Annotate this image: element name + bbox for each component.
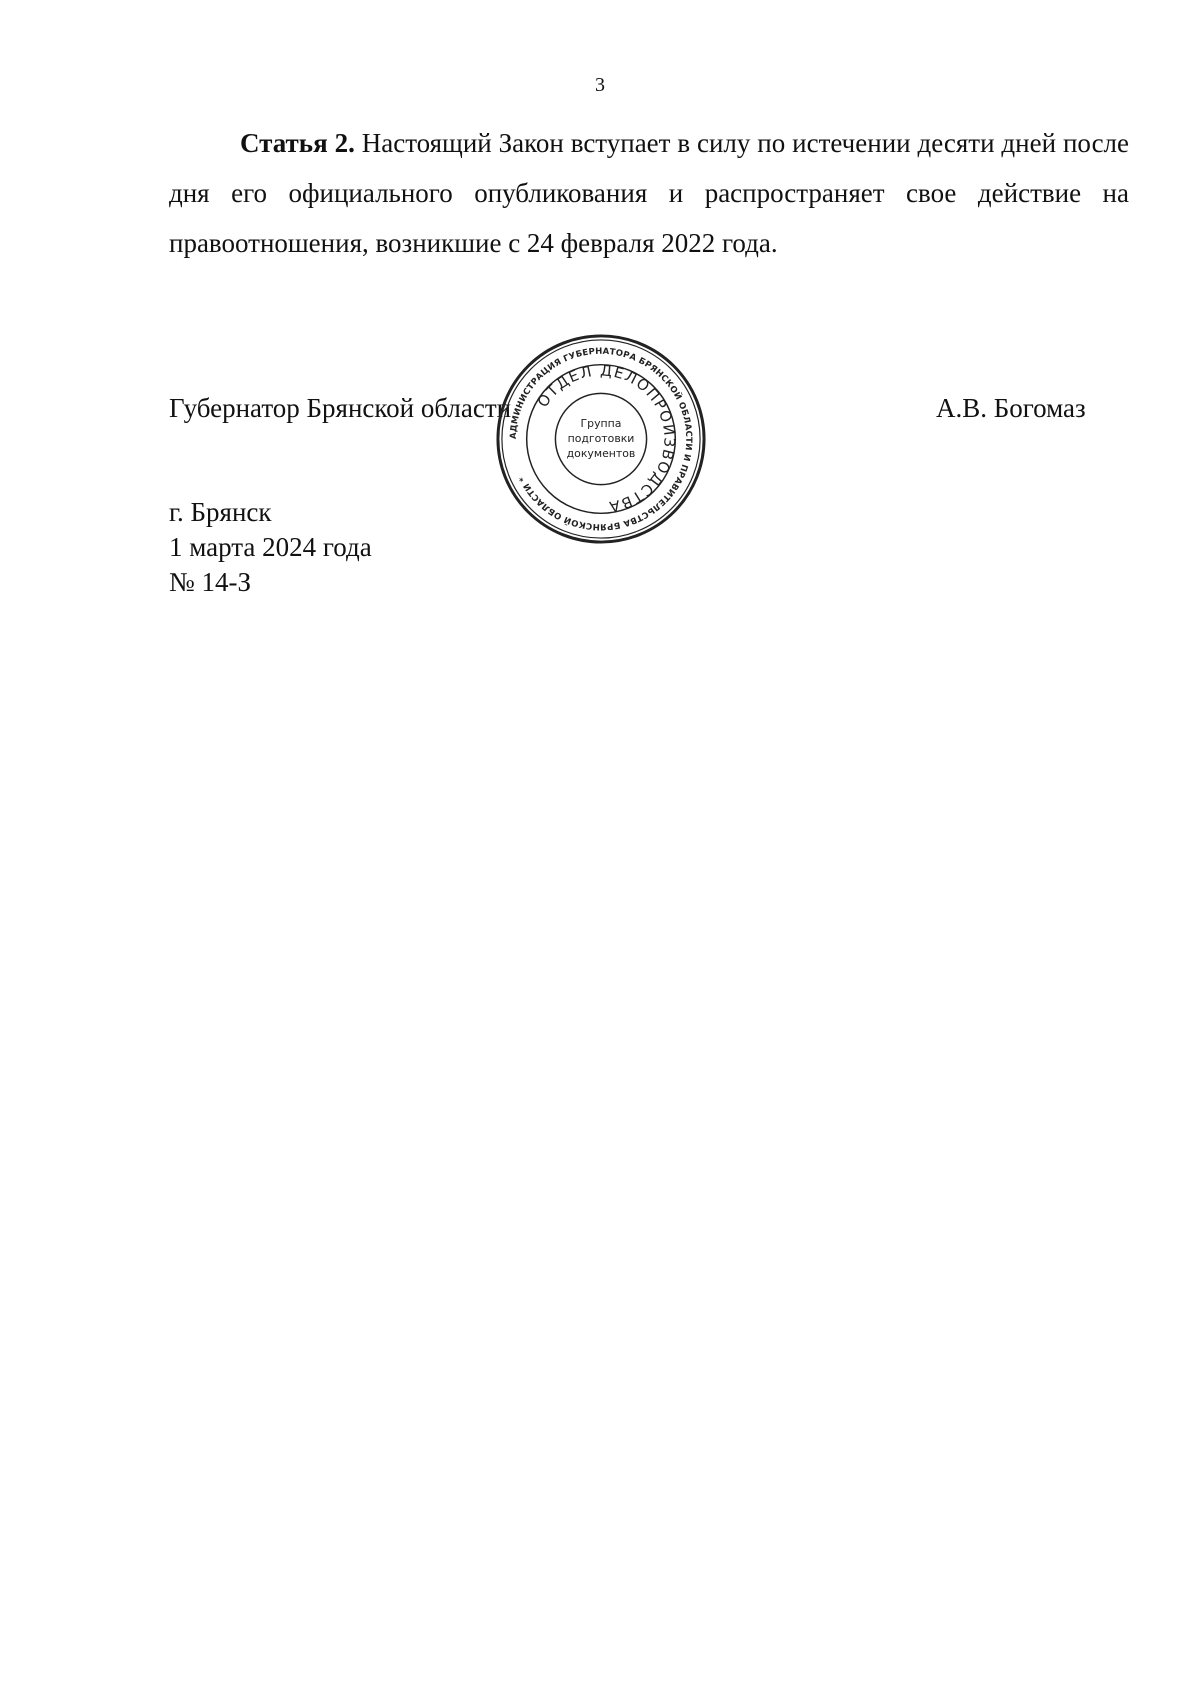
law-number: № 14-З (169, 567, 252, 597)
article-2 (169, 118, 1129, 268)
stamp-center-line-1: Группа (580, 417, 622, 431)
signatory-name: А.В. Богомаз (936, 393, 1086, 423)
page-number: 3 (595, 74, 605, 96)
place-date-number-block (169, 495, 372, 600)
stamp-center-line-2: подготовки (567, 431, 635, 445)
stamp-middle-text: ОТДЕЛ ДЕЛОПРОИЗВОДСТВА (533, 361, 679, 517)
article-text: Настоящий Закон вступает в силу по истечении десяти дней после дня его официального опубликования и распространяет свое действие на правоотношения, возникшие с 24 февраля 2022 года. (169, 128, 1130, 258)
stamp-center-line-3: документов (566, 446, 636, 460)
article-label: Статья 2. (240, 128, 355, 158)
stamp-outer-text: АДМИНИСТРАЦИЯ ГУБЕРНАТОРА БРЯНСКОЙ ОБЛАСТИ И ПРАВИТЕЛЬСТВА БРЯНСКОЙ ОБЛАСТИ * (508, 346, 694, 532)
place-city: г. Брянск (169, 497, 272, 527)
place-date: 1 марта 2024 года (169, 532, 372, 562)
article-paragraph (169, 118, 1129, 268)
official-stamp (492, 330, 710, 548)
signatory-position: Губернатор Брянской области (169, 393, 512, 423)
